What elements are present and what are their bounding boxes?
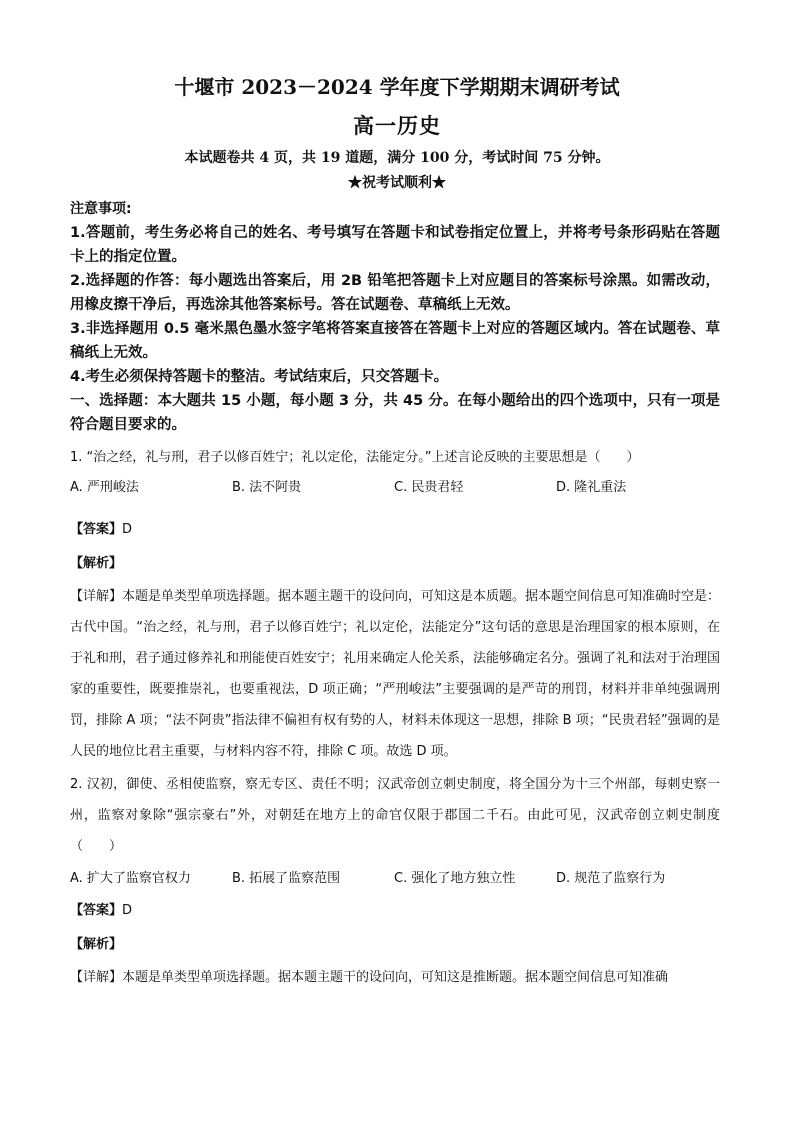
notice-item-4: 4.考生必须保持答题卡的整洁。考试结束后，只交答题卡。 [70,369,449,385]
option-c: C. 民贵君轻 [394,480,464,495]
answer-label: 【答案】 [70,903,123,918]
answer-value: D [122,903,133,918]
question-1-analysis-label: 【解析】 [70,556,123,571]
question-2-answer [70,898,720,924]
answer-value: D [122,522,133,537]
exam-subtitle: 高一历史 [353,113,441,138]
exam-title: 十堰市 2023－2024 学年度下学期期末调研考试 [174,75,620,99]
option-b: B. 拓展了监察范围 [232,871,341,886]
option-c: C. 强化了地方独立性 [394,871,516,886]
option-b: B. 法不阿贵 [232,480,302,495]
exam-wish: ★祝考试顺利★ [348,175,446,191]
option-d: D. 隆礼重法 [556,480,627,495]
notice-item-2: 2.选择题的作答：每小题选出答案后，用 2B 铅笔把答题卡上对应题目的答案标号涂黑。如需改动，用橡皮擦干净后，再选涂其他答案标号。答在试题卷、草稿纸上无效。 [70,273,720,313]
option-d: D. 规范了监察行为 [556,871,666,886]
notice-heading: 注意事项: [70,201,132,217]
option-a: A. 扩大了监察官权力 [70,871,191,886]
option-a: A. 严刑峻法 [70,480,139,495]
exam-info: 本试题卷共 4 页，共 19 道题，满分 100 分，考试时间 75 分钟。 [184,150,610,166]
notice-item-3: 3.非选择题用 0.5 毫米黑色墨水签字笔将答案直接答在答题卡上对应的答题区域内。答在试题卷、草稿纸上无效。 [70,321,720,361]
question-2-analysis-label: 【解析】 [70,937,123,952]
question-1-stem: 1. “治之经，礼与刑，君子以修百姓宁；礼以定伦，法能定分。”上述言论反映的主要思想是（ ） [70,450,640,465]
question-1-answer [70,517,720,543]
notice-item-1: 1.答题前，考生务必将自己的姓名、考号填写在答题卡和试卷指定位置上，并将考号条形码贴在答题卡上的指定位置。 [70,225,720,265]
exam-body [70,193,720,993]
question-2-detail: 【详解】本题是单类型单项选择题。据本题主题干的设问向，可知这是推断题。据本题空间信息可知准确 [70,970,669,985]
question-1-options [70,475,720,501]
question-2-stem: 2. 汉初，御使、丞相使监察，察无专区、责任不明；汉武帝创立刺史制度，将全国分为十三个州部，每刺史察一州，监察对象除“强宗豪右”外，对朝廷在地方上的命官仅限于郡国二千石。由此可见，汉武帝创立刺史制度（ ） [70,777,720,854]
section-heading: 一、选择题：本大题共 15 小题，每小题 3 分，共 45 分。在每小题给出的四个选项中，只有一项是符合题目要求的。 [70,393,720,433]
question-2-options [70,866,720,892]
answer-label: 【答案】 [70,522,123,537]
question-1-detail: 【详解】本题是单类型单项选择题。据本题主题干的设问向，可知这是本质题。据本题空间信息可知准确时空是：古代中国。“治之经，礼与刑，君子以修百姓宁；礼以定伦，法能定分”这句话的意思是治理国家的根本原则，在于礼和刑，君子通过修养礼和刑能使百姓安宁；礼用来确定人伦关系，法能够确定名分。强调了礼和法对于治理国家的重要性，既要推崇礼，也要重视法，D 项正确；“严刑峻法”主要强调的是严苛的刑罚，材料并非单纯强调刑罚，排除 A 项；“法不阿贵”指法律不偏袒有权有势的人，材料未体现这一思想，排除 B 项；“民贵君轻”强调的是人民的地位比君主重要，与材料内容不符，排除 C 项。故选 D 项。 [70,589,721,759]
